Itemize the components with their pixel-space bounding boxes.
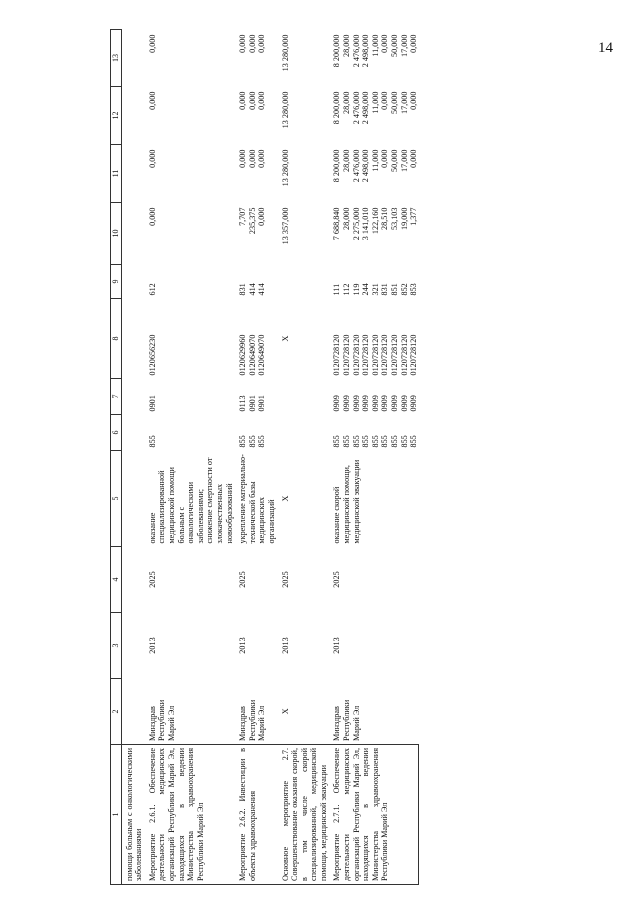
cell-value: 0,000 [147, 149, 157, 168]
cell-c7 [277, 379, 329, 415]
cell-c5: оказание специализированной медицинской помощи больным с онкологическими заболеваниями; снижение смертности от злокачественных новообразований [147, 457, 234, 544]
cell-value: 235,375 [247, 207, 257, 235]
column-header: 10 [111, 203, 122, 265]
cell-value: 50,000 [390, 149, 400, 173]
cell-c4: 2025 [280, 571, 290, 588]
cell-value: 17,000 [399, 91, 409, 115]
cell-c9 [234, 265, 276, 299]
table-body [121, 30, 419, 885]
cell-c12 [277, 87, 329, 145]
cell-value: 855 [380, 435, 390, 448]
cell-value: 855 [361, 435, 371, 448]
cell-value: 2 498,000 [361, 149, 371, 183]
column-header: 6 [111, 415, 122, 451]
table-row [234, 30, 276, 885]
cell-value: 13 280,000 [280, 149, 290, 187]
table-row [144, 30, 234, 885]
cell-value: 28,000 [342, 207, 352, 231]
cell-value: 0120728120 [351, 334, 361, 376]
cell-value: 0901 [147, 395, 157, 412]
cell-c2: Минздрав Республики Марий Эл [147, 699, 176, 741]
cell-c1: Основное мероприятие 2.7. Совершенствование оказания скорой, в том числе скорой специализированной, медицинской помощи, медицинской эвакуации [277, 745, 329, 885]
cell-c7 [121, 379, 144, 415]
cell-c1: Мероприятие 2.6.2. Инвестиции в объекты здравоохранения [234, 745, 276, 885]
cell-value: 414 [247, 283, 257, 296]
cell-value: 244 [361, 283, 371, 296]
cell-c11 [234, 145, 276, 203]
cell-c1: помощи больным с онкологическими заболеваниями [121, 745, 144, 885]
cell-c2 [121, 679, 144, 745]
cell-c6 [121, 415, 144, 451]
column-header: 7 [111, 379, 122, 415]
cell-value: 0120656230 [147, 334, 157, 376]
cell-value: 0,000 [238, 149, 248, 168]
cell-value: 11,000 [370, 91, 380, 114]
cell-c9 [277, 265, 329, 299]
cell-c9 [121, 265, 144, 299]
cell-value: 53,103 [390, 207, 400, 231]
cell-c12 [234, 87, 276, 145]
cell-value: 0,000 [380, 91, 390, 110]
cell-value: 855 [342, 435, 352, 448]
cell-c7 [328, 379, 418, 415]
cell-value: 0120728120 [332, 334, 342, 376]
cell-c10 [277, 203, 329, 265]
cell-value: 851 [390, 283, 400, 296]
cell-c11 [121, 145, 144, 203]
cell-value: 612 [147, 283, 157, 296]
cell-c13 [121, 30, 144, 87]
cell-value: 855 [390, 435, 400, 448]
cell-value: 28,000 [342, 91, 352, 115]
cell-c13 [277, 30, 329, 87]
cell-c7 [144, 379, 234, 415]
cell-value: 3 141,010 [361, 207, 371, 241]
cell-value: 0909 [409, 395, 419, 412]
cell-value: 2 498,000 [361, 91, 371, 125]
cell-value: 28,000 [342, 34, 352, 58]
cell-c3 [121, 613, 144, 679]
column-header: 5 [111, 451, 122, 547]
cell-value: 50,000 [390, 34, 400, 58]
cell-value: 0,000 [257, 91, 267, 110]
cell-c8 [328, 299, 418, 379]
cell-c2: Минздрав Республики Марий Эл [238, 699, 267, 741]
cell-c6 [277, 415, 329, 451]
cell-value: 7 688,840 [332, 207, 342, 241]
column-header: 4 [111, 547, 122, 613]
cell-c6 [328, 415, 418, 451]
budget-table [110, 29, 419, 885]
cell-value: 13 280,000 [280, 34, 290, 72]
cell-value: 112 [342, 283, 352, 296]
cell-value: 831 [380, 283, 390, 296]
cell-value: 13 280,000 [280, 91, 290, 129]
cell-value: 11,000 [370, 34, 380, 57]
table-row [121, 30, 144, 885]
cell-c5 [121, 451, 144, 547]
cell-value: 28,000 [342, 149, 352, 173]
cell-value: 0,000 [247, 91, 257, 110]
cell-c2: Минздрав Республики Марий Эл [332, 699, 361, 741]
cell-value: 0909 [380, 395, 390, 412]
cell-value: 0,000 [380, 149, 390, 168]
cell-value: 0120728120 [409, 334, 419, 376]
column-header: 8 [111, 299, 122, 379]
cell-value: 2 498,000 [361, 34, 371, 68]
cell-c3: 2013 [332, 637, 342, 654]
cell-value: 0120728120 [361, 334, 371, 376]
cell-c10 [144, 203, 234, 265]
cell-value: 0,000 [257, 149, 267, 168]
cell-c11 [277, 145, 329, 203]
cell-value: 0120649070 [257, 334, 267, 376]
page-number: 14 [598, 40, 613, 56]
cell-value: 855 [147, 435, 157, 448]
column-header: 13 [111, 30, 122, 87]
cell-c5: оказание скорой медицинской помощи, медицинской эвакуации [332, 459, 361, 544]
cell-value: 0909 [361, 395, 371, 412]
cell-value: 119 [351, 283, 361, 296]
cell-value: 0901 [257, 395, 267, 412]
cell-value: 0,000 [147, 34, 157, 53]
cell-value: 2 476,000 [351, 149, 361, 183]
cell-value: 13 357,000 [280, 207, 290, 245]
cell-value: 17,000 [399, 34, 409, 58]
cell-c13 [144, 30, 234, 87]
cell-c9 [144, 265, 234, 299]
cell-value: 0,000 [147, 91, 157, 110]
cell-c13 [328, 30, 418, 87]
cell-value: 19,000 [399, 207, 409, 231]
cell-c12 [328, 87, 418, 145]
cell-value: 414 [257, 283, 267, 296]
cell-value: 852 [399, 283, 409, 296]
cell-value: 0901 [247, 395, 257, 412]
cell-value: 8 200,000 [332, 34, 342, 68]
cell-c4: 2025 [238, 571, 248, 588]
cell-value: 0,000 [257, 207, 267, 226]
cell-value: 855 [238, 435, 248, 448]
cell-value: 0909 [332, 395, 342, 412]
column-header: 9 [111, 265, 122, 299]
cell-value: 8 200,000 [332, 149, 342, 183]
column-number-row [111, 30, 122, 885]
cell-value: 50,000 [390, 91, 400, 115]
cell-c9 [328, 265, 418, 299]
cell-value: 0909 [342, 395, 352, 412]
cell-value: 855 [409, 435, 419, 448]
cell-value: 0,000 [380, 34, 390, 53]
cell-value: 853 [409, 283, 419, 296]
cell-value: 855 [332, 435, 342, 448]
cell-c12 [144, 87, 234, 145]
cell-value: 0909 [370, 395, 380, 412]
cell-c8 [277, 299, 329, 379]
column-header: 3 [111, 613, 122, 679]
column-header: 11 [111, 145, 122, 203]
cell-value: 0120728120 [370, 334, 380, 376]
cell-value: 0,000 [257, 34, 267, 53]
cell-value: 0120728120 [342, 334, 352, 376]
cell-c5: укрепление материально-технической базы медицинских организаций [238, 454, 276, 544]
cell-c4: 2025 [332, 571, 342, 588]
cell-c3: 2013 [280, 637, 290, 654]
cell-value: 0909 [351, 395, 361, 412]
cell-c3: 2013 [147, 637, 157, 654]
cell-value: 855 [247, 435, 257, 448]
cell-value: 0120728120 [390, 334, 400, 376]
cell-c8 [144, 299, 234, 379]
cell-value: 17,000 [399, 149, 409, 173]
cell-c4 [121, 547, 144, 613]
table-row [277, 30, 329, 885]
cell-value: 122,160 [370, 207, 380, 235]
cell-value: 111 [332, 283, 342, 296]
cell-c6 [234, 415, 276, 451]
cell-value: X [280, 335, 290, 342]
cell-value: 0,000 [409, 34, 419, 53]
cell-value: 0,000 [409, 91, 419, 110]
cell-c10 [234, 203, 276, 265]
cell-value: 0,000 [147, 207, 157, 226]
cell-value: 2 476,000 [351, 91, 361, 125]
cell-value: 831 [238, 283, 248, 296]
cell-value: 855 [257, 435, 267, 448]
cell-c11 [328, 145, 418, 203]
cell-value: 0120629960 [238, 334, 248, 376]
cell-value: 855 [351, 435, 361, 448]
cell-c13 [234, 30, 276, 87]
rotated-table-sheet [110, 30, 595, 885]
column-header: 12 [111, 87, 122, 145]
table-row [328, 30, 418, 885]
cell-value: 2 476,000 [351, 34, 361, 68]
cell-c11 [144, 145, 234, 203]
cell-value: 855 [399, 435, 409, 448]
column-header: 1 [111, 745, 122, 885]
cell-value: 0909 [399, 395, 409, 412]
cell-value: 0909 [390, 395, 400, 412]
cell-value: 0,000 [238, 34, 248, 53]
cell-value: 855 [370, 435, 380, 448]
cell-c6 [144, 415, 234, 451]
cell-value: 0,000 [247, 34, 257, 53]
cell-value: 0113 [238, 395, 248, 412]
cell-value: 0120649070 [247, 334, 257, 376]
column-header: 2 [111, 679, 122, 745]
cell-value: 28,510 [380, 207, 390, 231]
cell-c7 [234, 379, 276, 415]
cell-value: 11,000 [370, 149, 380, 172]
cell-c10 [121, 203, 144, 265]
cell-c5: X [280, 495, 290, 502]
cell-c3: 2013 [238, 637, 248, 654]
cell-value: 0120728120 [380, 334, 390, 376]
cell-value: 0,000 [238, 91, 248, 110]
cell-value: 0120728120 [399, 334, 409, 376]
cell-value: 0,000 [247, 149, 257, 168]
cell-c10 [328, 203, 418, 265]
cell-c12 [121, 87, 144, 145]
cell-value: 2 275,000 [351, 207, 361, 241]
cell-value: 7,707 [238, 207, 248, 226]
cell-value: 8 200,000 [332, 91, 342, 125]
cell-value: 321 [370, 283, 380, 296]
cell-value: 0,000 [409, 149, 419, 168]
cell-c1: Мероприятие 2.7.1. Обеспечение деятельности медицинских организаций Республики Марий Эл, находящихся в ведении Министерства здравоохранения Республики Марий Эл [328, 745, 418, 885]
cell-c2: X [280, 708, 290, 715]
cell-value: 1,377 [409, 207, 419, 226]
cell-c4: 2025 [147, 571, 157, 588]
cell-c8 [121, 299, 144, 379]
cell-c8 [234, 299, 276, 379]
cell-c1: Мероприятие 2.6.1. Обеспечение деятельности медицинских организаций Республики Марий Эл, находящихся в ведении Министерства здравоохранения Республики Марий Эл [144, 745, 234, 885]
